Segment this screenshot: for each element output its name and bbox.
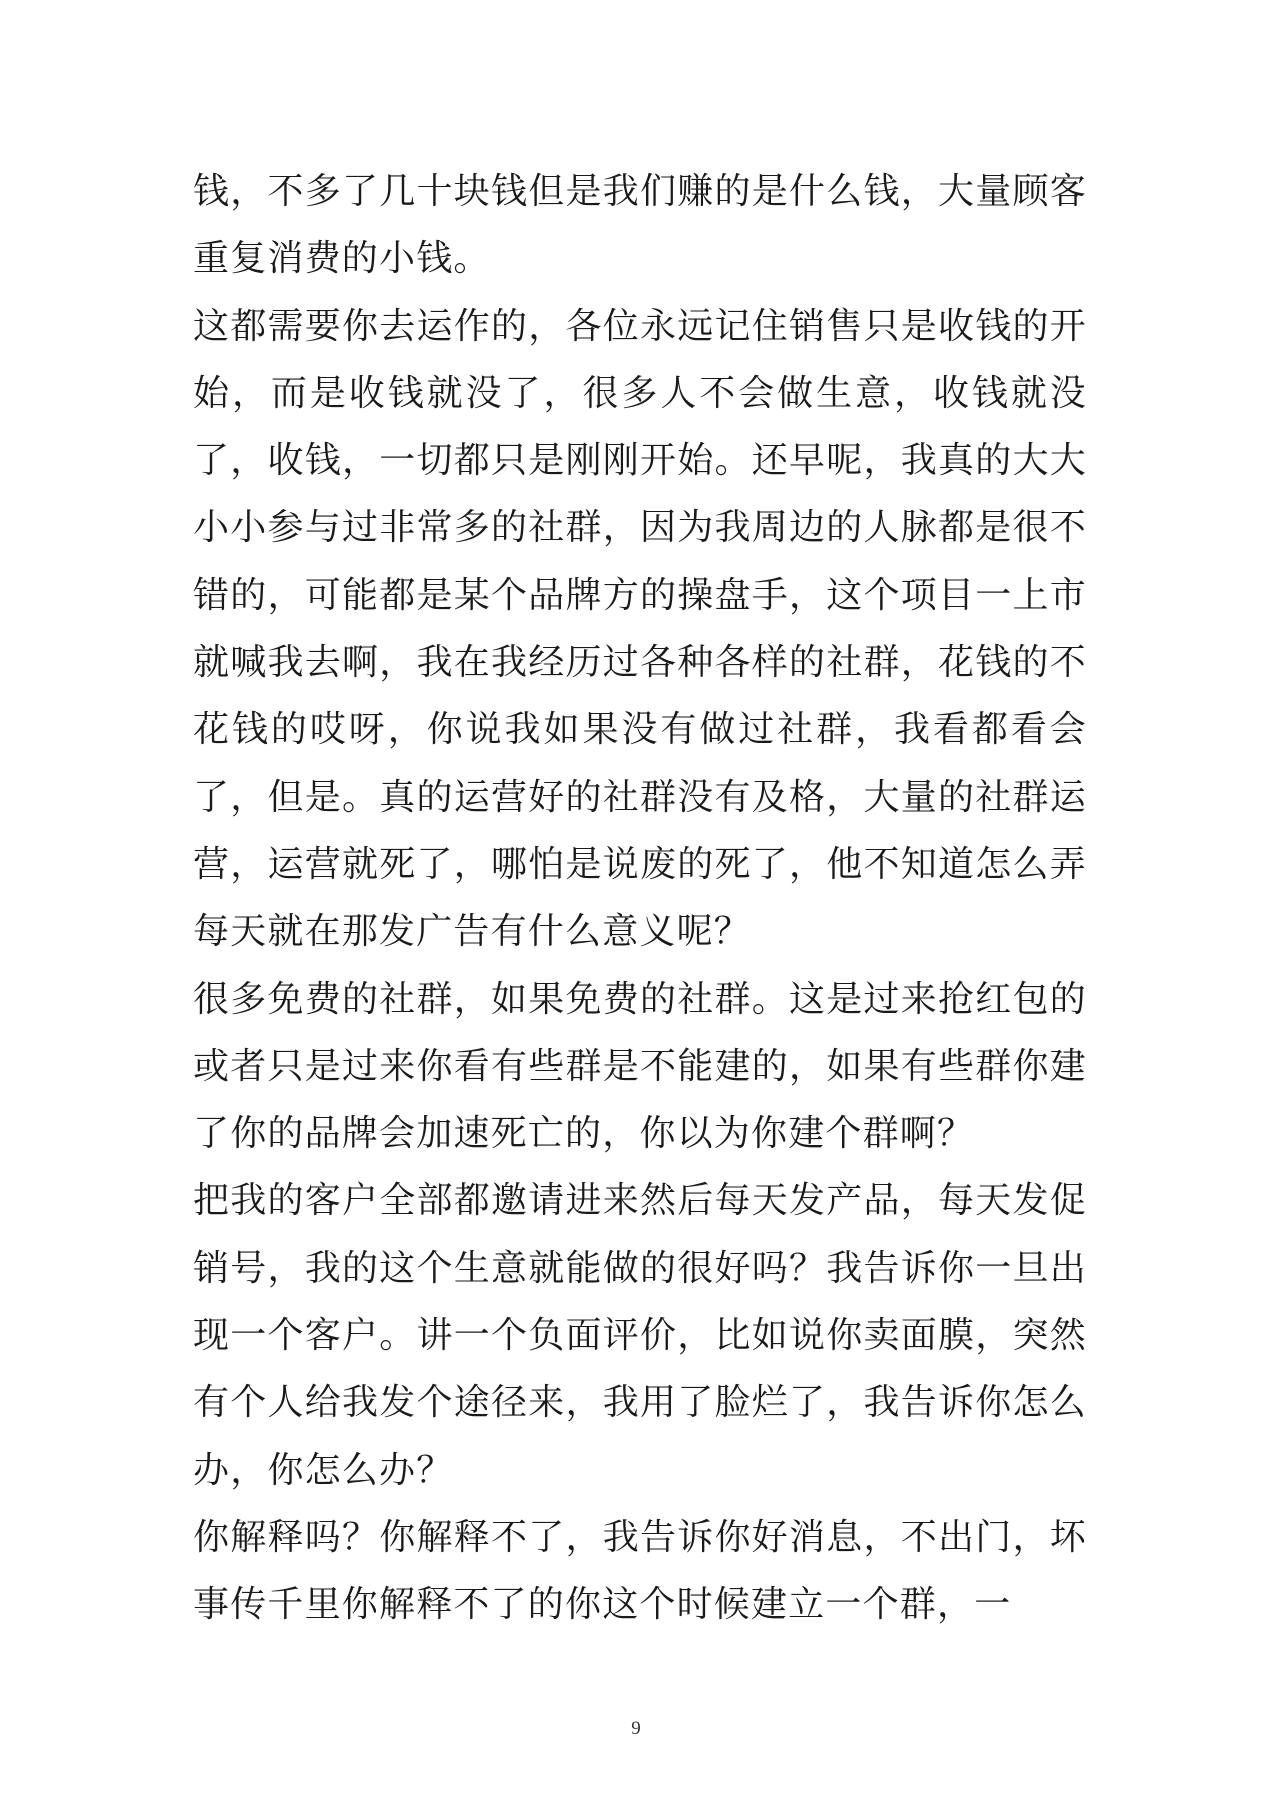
page-number: 9 [631, 1718, 641, 1739]
paragraph-4: 把我的客户全部都邀请进来然后每天发产品，每天发促销号，我的这个生意就能做的很好吗？我告诉你一旦出现一个客户。讲一个负面评价，比如说你卖面膜，突然有个人给我发个途径来，我用了脸烂了，我告诉你怎么办，你怎么办？ [193, 1180, 1087, 1491]
body-text [193, 158, 1087, 1639]
paragraph-1: 钱，不多了几十块钱但是我们赚的是什么钱，大量顾客重复消费的小钱。 [193, 171, 1087, 280]
paragraph-3: 很多免费的社群，如果免费的社群。这是过来抢红包的或者只是过来你看有些群是不能建的，如果有些群你建了你的品牌会加速死亡的，你以为你建个群啊？ [193, 978, 1087, 1155]
paragraph-5: 你解释吗？你解释不了，我告诉你好消息，不出门，坏事传千里你解释不了的你这个时候建立一个群，一 [193, 1516, 1087, 1626]
paragraph-2: 这都需要你去运作的，各位永远记住销售只是收钱的开始，而是收钱就没了，很多人不会做生意，收钱就没了，收钱，一切都只是刚刚开始。还早呢，我真的大大小小参与过非常多的社群，因为我周边的人脉都是很不错的，可能都是某个品牌方的操盘手，这个项目一上市就喊我去啊，我在我经历过各种各样的社群，花钱的不花钱的哎呀，你说我如果没有做过社群，我看都看会了，但是。真的运营好的社群没有及格，大量的社群运营，运营就死了，哪怕是说废的死了，他不知道怎么弄每天就在那发广告有什么意义呢？ [193, 305, 1087, 953]
